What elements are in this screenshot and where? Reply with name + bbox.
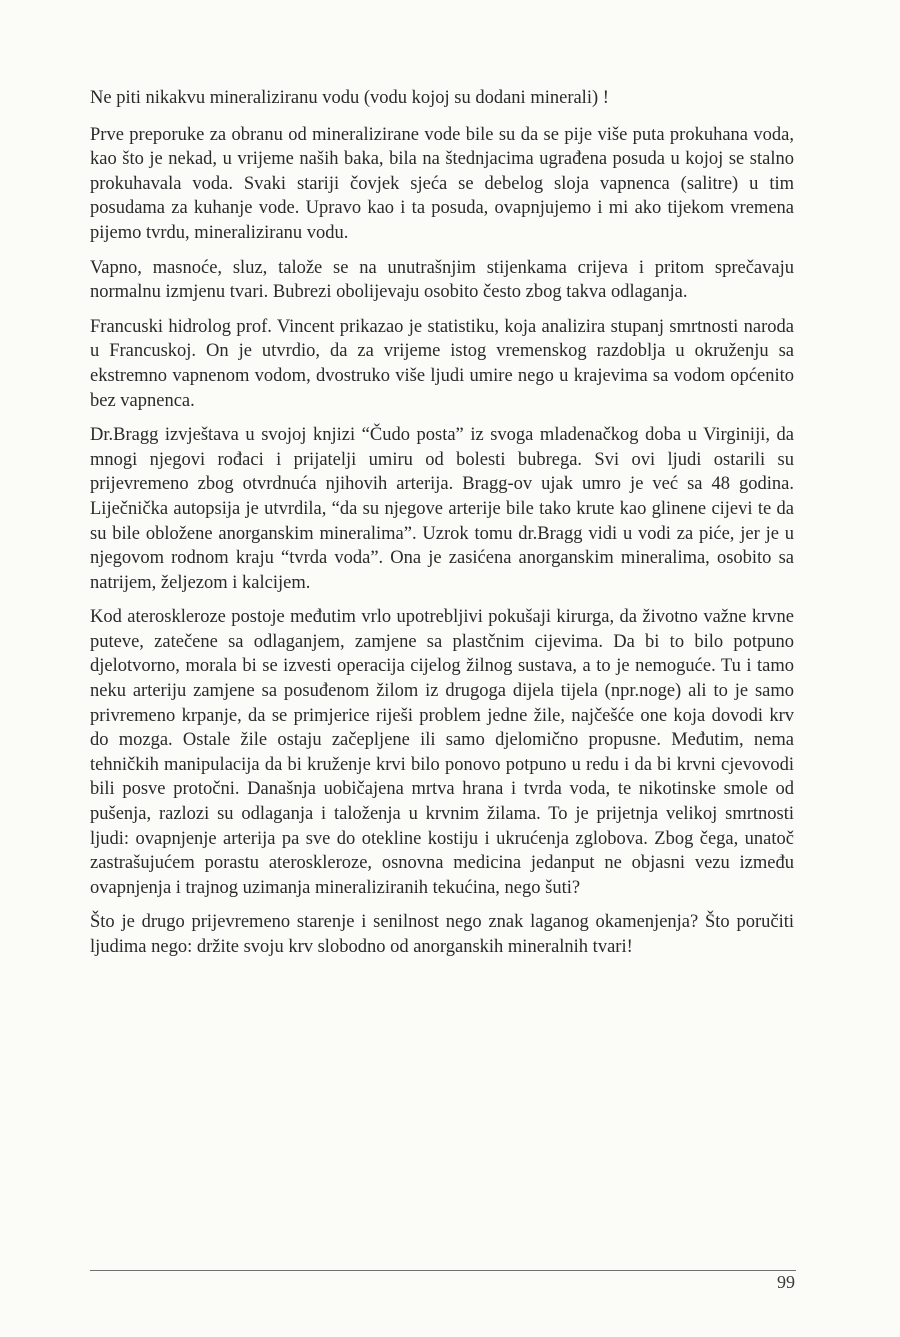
paragraph-deposits: Vapno, masnoće, sluz, taložе se na unutrašnjim stijenkama crijeva i pritom sprečavaju normalnu izmjenu tvari. Bubrezi obolijevaju osobito često zbog takva odlaganja. [90, 257, 794, 303]
body-text [90, 86, 794, 970]
paragraph-dr-bragg: Dr.Bragg izvještava u svojoj knjizi “Čudo posta” iz svoga mladenačkog doba u Virginiji, da mnogi njegovi rođaci i prijatelji umiru od bolesti bubrega. Svi ovi ljudi ostarili su prijevremeno zbog otvrdnuća njihovih arterija. Bragg-ov ujak umro je već sa 48 godina. Liječnička autopsija je utvrdila, “da su njegove arterije bile tako krute kao glinene cijevi te da su bile obložene anorganskim mineralima”. Uzrok tomu dr.Bragg vidi u vodi za piće, jer je u njegovom rodnom kraju “tvrda voda”. Ona je zasićena anorganskim mineralima, osobito sa natrijem, željezom i kalcijem. [90, 425, 794, 593]
footer-rule [90, 1270, 796, 1271]
paragraph-vincent-statistics: Francuski hidrolog prof. Vincent prikazao je statistiku, koja analizira stupanj smrtnosti naroda u Francuskoj. On je utvrdio, da za vrijeme istog vremenskog razdoblja u okruženju sa ekstremno vapnenom vodom, dvostruko više ljudi umire nego u krajevima sa vodom općenito bez vapnenca. [90, 316, 794, 411]
paragraph-boiled-water: Prve preporuke za obranu od mineralizirane vode bile su da se pije više puta prokuhana voda, kao što je nekad, u vrijeme naših baka, bila na štednjacima ugrađena posuda u kojoj se stalno prokuhavala voda. Svaki stariji čovjek sjeća se debelog sloja vapnenca (salitre) u tim posudama za kuhanje vode. Upravo kao i ta posuda, ovapnjujemo i mi ako tijekom vremena pijemo tvrdu, mineraliziranu vodu. [90, 124, 794, 243]
paragraph-heading-warning: Ne piti nikakvu mineraliziranu vodu (vodu kojoj su dodani minerali) ! [90, 88, 609, 108]
paragraph-conclusion: Što je drugo prijevremeno starenje i senilnost nego znak laganog okamenjenja? Što poručiti ljudima nego: držite svoju krv slobodno od anorganskih mineralnih tvari! [90, 912, 794, 957]
paragraph-atherosclerosis: Kod ateroskleroze postoje međutim vrlo upotrebljivi pokušaji kirurga, da životno važne krvne puteve, zatečene sa odlaganjem, zamjene sa plastčnim cijevima. Da bi to bilo potpuno djelotvorno, morala bi se izvesti operacija cijelog žilnog sustava, a to je nemoguće. Tu i tamo neku arteriju zamjene sa posuđenom žilom iz drugoga dijela tijela (npr.noge) ali to je samo privremeno krpanje, da se primjerice riješi problem jedne žile, najčešće one koja dovodi krv do mozga. Ostale žile ostaju začepljene ili samo djelomično propusne. Međutim, nema tehničkih manipulacija da bi kruženje krvi bilo ponovo potpuno u redu i da bi krvni cjevovodi bili posve protočni. Današnja uobičajena mrtva hrana i tvrda voda, te nikotinske smole od pušenja, razlozi su odlaganja i taloženja u krvnim žilama. To je prijetnja velikoj smrtnosti ljudi: ovapnjenje arterija pa sve do otekline kostiju i ukrućenja zglobova. Zbog čega, unatoč zastrašujućem porastu ateroskleroze, osnovna medicina jedanput ne objasni vezu između ovapnjenja i trajnog uzimanja mineraliziranih tekućina, nego šuti? [90, 607, 794, 898]
page-number: 99 [777, 1272, 795, 1292]
